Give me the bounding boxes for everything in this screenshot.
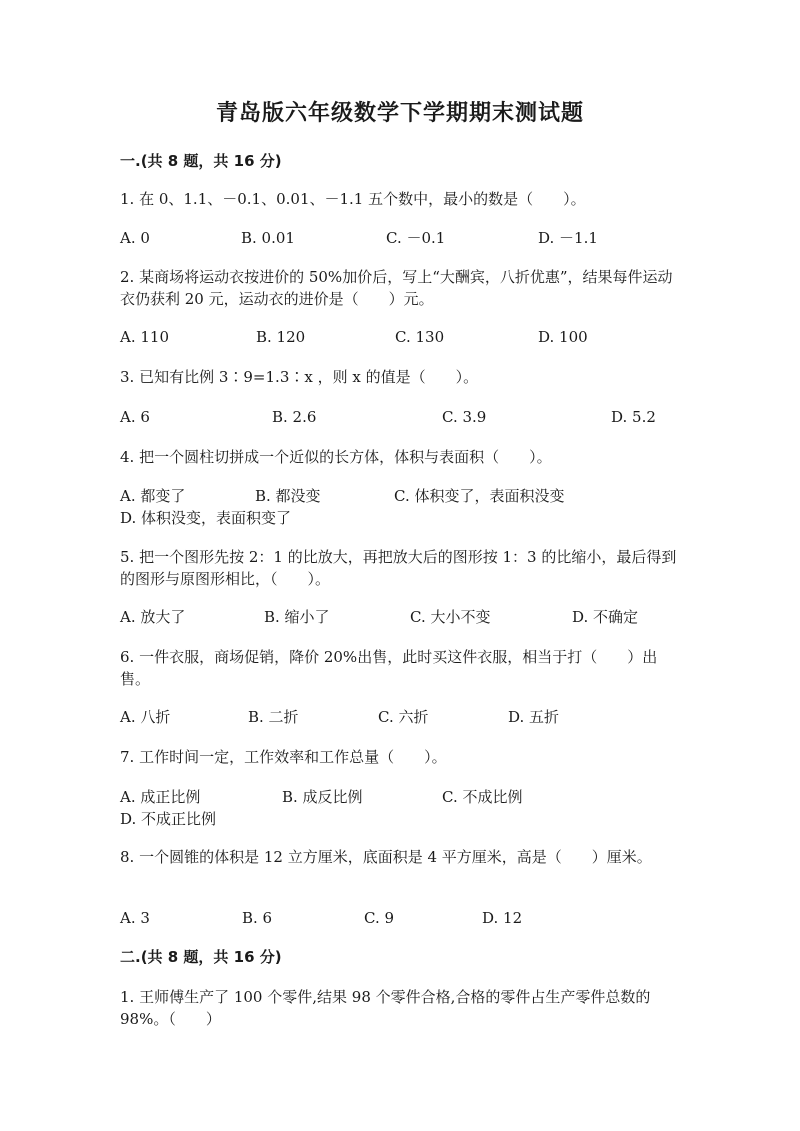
question-6-option-d: D. 五折 xyxy=(508,708,560,726)
question-5-option-b: B. 缩小了 xyxy=(264,608,330,626)
question-4-option-b: B. 都没变 xyxy=(255,487,321,505)
question-2-option-a: A. 110 xyxy=(120,328,169,346)
question-4: 4. 把一个圆柱切拼成一个近似的长方体，体积与表面积（ ）。 xyxy=(120,448,552,466)
question-8: 8. 一个圆锥的体积是 12 立方厘米，底面积是 4 平方厘米，高是（ ）厘米。 xyxy=(120,848,652,866)
question-4-option-d: D. 体积没变，表面积变了 xyxy=(120,509,292,527)
question-2: 2. 某商场将运动衣按进价的 50%加价后，写上“大酬宾，八折优惠”，结果每件运动衣仍获利 20 元，运动衣的进价是（ ）元。 xyxy=(120,268,673,308)
question-8-option-d: D. 12 xyxy=(482,909,523,927)
question-1-option-c: C. －0.1 xyxy=(386,229,446,247)
question-7: 7. 工作时间一定，工作效率和工作总量（ ）。 xyxy=(120,748,447,766)
question-1: 1. 在 0、1.1、－0.1、0.01、－1.1 五个数中，最小的数是（ ）。 xyxy=(120,190,586,208)
question-4-options xyxy=(120,485,682,529)
question-5-option-c: C. 大小不变 xyxy=(410,608,491,626)
question-7-option-b: B. 成反比例 xyxy=(282,788,363,806)
question-1-option-b: B. 0.01 xyxy=(241,229,295,247)
question-2-option-b: B. 120 xyxy=(256,328,306,346)
question-3-option-d: D. 5.2 xyxy=(611,408,656,426)
question-5-option-a: A. 放大了 xyxy=(120,608,186,626)
question-3-option-c: C. 3.9 xyxy=(442,408,487,426)
question-6-option-b: B. 二折 xyxy=(248,708,299,726)
question-4-option-a: A. 都变了 xyxy=(120,487,186,505)
question-2-option-d: D. 100 xyxy=(538,328,588,346)
exam-title: 青岛版六年级数学下学期期末测试题 xyxy=(215,101,584,126)
question-4-option-c: C. 体积变了，表面积没变 xyxy=(394,487,565,505)
question-5: 5. 把一个图形先按 2：1 的比放大，再把放大后的图形按 1：3 的比缩小，最后得到的图形与原图形相比，（ ）。 xyxy=(120,548,677,588)
question-6: 6. 一件衣服，商场促销，降价 20%出售，此时买这件衣服，相当于打（ ）出售。 xyxy=(120,648,658,688)
question-3-option-a: A. 6 xyxy=(120,408,150,426)
question-8-option-b: B. 6 xyxy=(242,909,273,927)
question-7-option-d: D. 不成正比例 xyxy=(120,810,217,828)
section-1-heading: 一.(共 8 题，共 16 分) xyxy=(120,152,282,170)
question-6-option-a: A. 八折 xyxy=(120,708,171,726)
question-7-option-a: A. 成正比例 xyxy=(120,788,201,806)
question-7-options xyxy=(120,786,682,830)
question-8-option-c: C. 9 xyxy=(364,909,395,927)
question-3: 3. 已知有比例 3∶9=1.3∶x ，则 x 的值是（ ）。 xyxy=(120,368,479,386)
question-3-option-b: B. 2.6 xyxy=(272,408,317,426)
question-2-option-c: C. 130 xyxy=(395,328,445,346)
question-8-option-a: A. 3 xyxy=(120,909,150,927)
question-6-option-c: C. 六折 xyxy=(378,708,429,726)
section-2-question-1: 1. 王师傅生产了 100 个零件,结果 98 个零件合格,合格的零件占生产零件总数的 98%。（ ） xyxy=(120,988,651,1028)
question-5-option-d: D. 不确定 xyxy=(572,608,639,626)
section-2-heading: 二.(共 8 题，共 16 分) xyxy=(120,948,282,966)
question-1-option-d: D. －1.1 xyxy=(538,229,598,247)
question-1-option-a: A. 0 xyxy=(120,229,150,247)
question-7-option-c: C. 不成比例 xyxy=(442,788,523,806)
